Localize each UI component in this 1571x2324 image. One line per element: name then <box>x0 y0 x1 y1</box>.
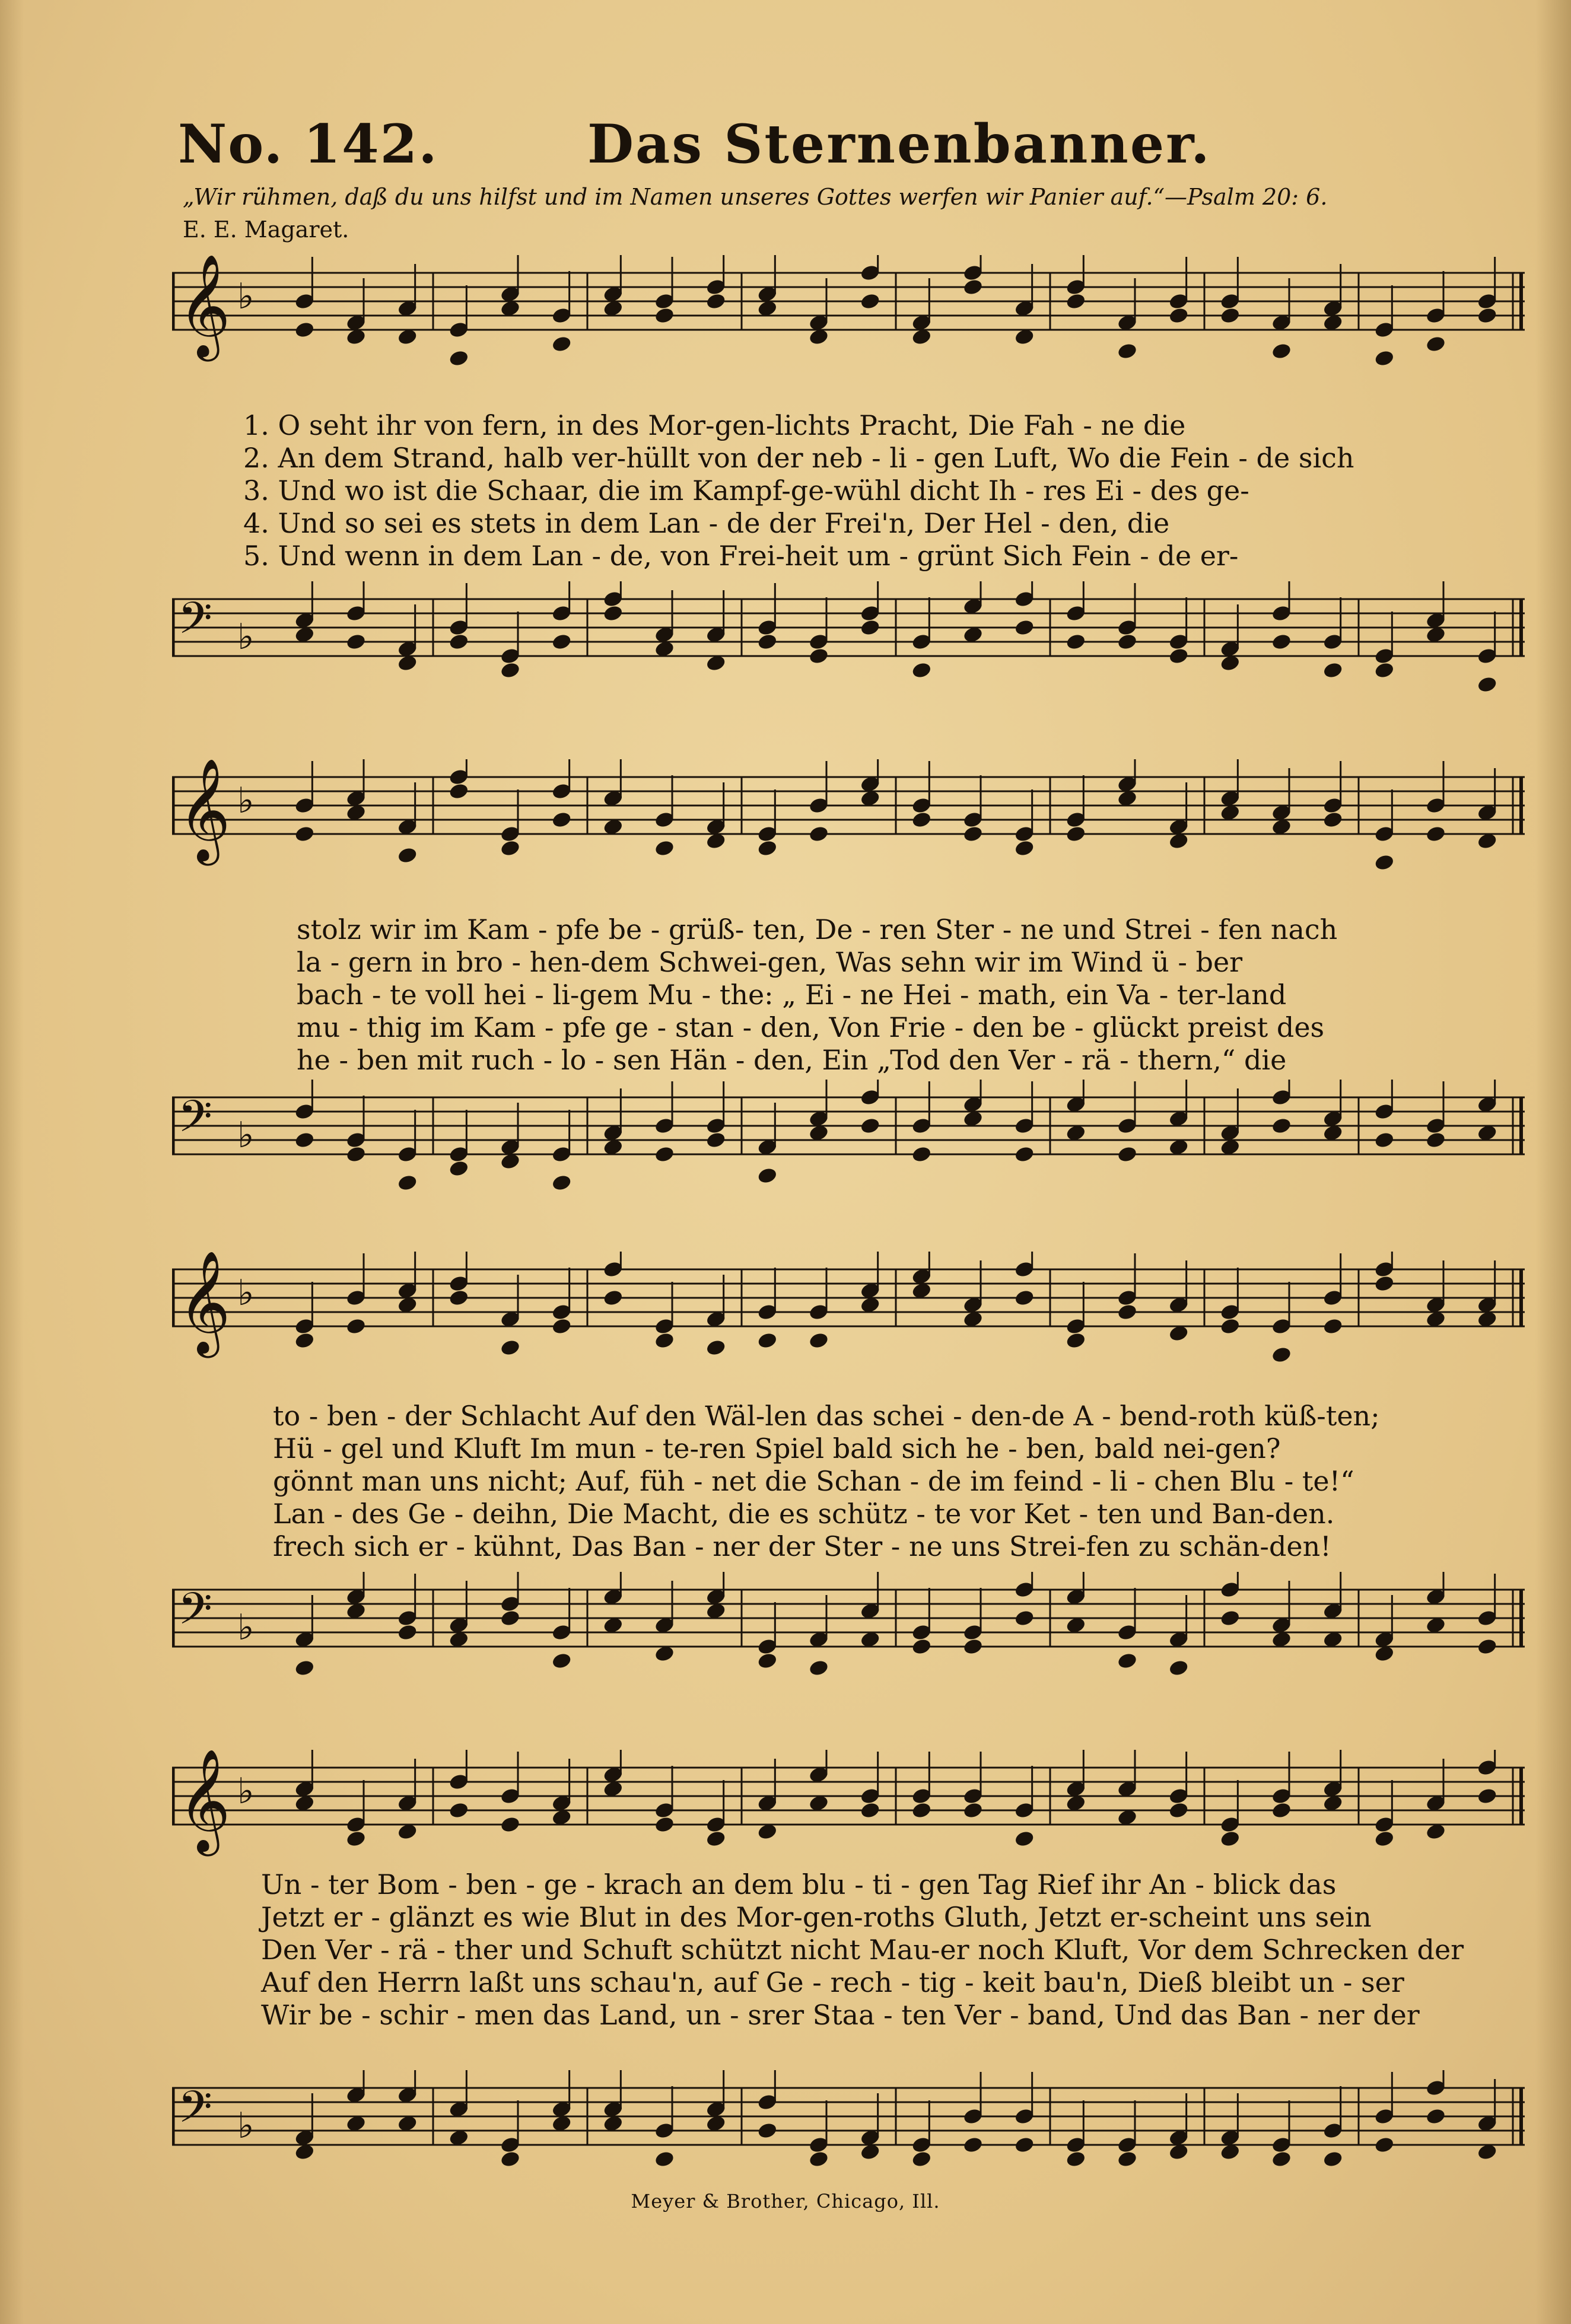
note-head <box>705 1339 727 1357</box>
note-head <box>1065 2150 1086 2169</box>
note-head <box>1373 2136 1395 2154</box>
lyric-line: Lan - des Ge - deihn, Die Macht, die es schütz - te vor Ket - ten und Ban-den. <box>273 1498 1335 1530</box>
note-head <box>1117 2150 1138 2169</box>
note-head <box>551 633 573 651</box>
note-head <box>1014 2136 1035 2154</box>
note-head <box>911 811 932 829</box>
note-head <box>500 2150 521 2169</box>
lyric-line: 5. Und wenn in dem Lan - de, von Frei-heit um - grünt Sich Fein - de er- <box>243 540 1239 572</box>
note-head <box>1065 292 1086 311</box>
note-head <box>756 2122 778 2140</box>
note-head <box>1014 1145 1035 1164</box>
note-head <box>1168 647 1190 666</box>
note-head <box>448 1289 469 1307</box>
note-head <box>962 1638 984 1656</box>
note-head <box>1014 1830 1035 1848</box>
note-head <box>705 1830 727 1848</box>
note-head <box>1425 825 1446 843</box>
bass-clef-icon: 𝄢 <box>178 1091 212 1153</box>
note-head <box>397 846 418 865</box>
note-head <box>1477 307 1498 325</box>
note-head <box>808 825 829 843</box>
note-head <box>1014 1609 1035 1628</box>
note-head <box>911 661 932 680</box>
note-head <box>654 1145 675 1164</box>
note-head <box>500 661 521 680</box>
note-head <box>294 1332 315 1350</box>
note-head <box>1271 1346 1292 1364</box>
note-head <box>448 1801 469 1820</box>
lyrics-system-3 <box>273 1400 1525 1563</box>
note-head <box>1425 335 1446 354</box>
note-head <box>756 1167 778 1185</box>
lyric-line: Jetzt er - glänzt es wie Blut in des Mor-gen-roths Gluth, Jetzt er-scheint uns sein <box>261 1901 1372 1933</box>
treble-clef-icon: 𝄞 <box>178 1750 231 1852</box>
note-head <box>1373 1275 1395 1293</box>
note-head <box>294 321 315 339</box>
lyric-line: Wir be - schir - men das Land, un - srer Staa - ten Ver - band, Und das Ban - ner der <box>261 1999 1420 2031</box>
note-head <box>654 307 675 325</box>
flat-key-signature-icon: ♭ <box>237 616 255 658</box>
note-head <box>551 1317 573 1336</box>
note-head <box>448 633 469 651</box>
lyric-line: Un - ter Bom - ben - ge - krach an dem blu - ti - gen Tag Rief ihr An - blick das <box>261 1868 1337 1900</box>
note-head <box>448 1160 469 1178</box>
note-head <box>911 1145 932 1164</box>
note-head <box>345 633 367 651</box>
note-head <box>397 1623 418 1642</box>
note-head <box>1219 1609 1241 1628</box>
lyric-line: gönnt man uns nicht; Auf, füh - net die Schan - de im feind - li - chen Blu - te!“ <box>273 1465 1354 1497</box>
note-head <box>551 811 573 829</box>
hymn-number: No. 142. <box>178 113 438 176</box>
lyric-line: la - gern in bro - hen-dem Schwei-gen, Was sehn wir im Wind ü - ber <box>297 946 1243 978</box>
bass-clef-icon: 𝄢 <box>178 2081 212 2144</box>
lyric-line: 1. O seht ihr von fern, in des Mor-gen-lichts Pracht, Die Fah - ne die <box>243 409 1186 441</box>
lyric-line: bach - te voll hei - li-gem Mu - the: „ Ei - ne Hei - math, ein Va - ter-land <box>297 979 1287 1011</box>
note-head <box>345 1145 367 1164</box>
note-head <box>705 292 727 311</box>
note-head <box>962 2136 984 2154</box>
note-head <box>1271 633 1292 651</box>
composer-credit: E. E. Magaret. <box>183 217 349 243</box>
bass-staff-3 <box>172 1572 1525 1691</box>
note-head <box>551 1652 573 1670</box>
lyrics-system-2 <box>297 913 1525 1077</box>
note-head <box>808 647 829 666</box>
lyric-line: Auf den Herrn laßt uns schau'n, auf Ge - rech - tig - keit bau'n, Dieß bleibt un - ser <box>261 1966 1404 1998</box>
note-head <box>911 1638 932 1656</box>
treble-staff-3 <box>172 1252 1525 1394</box>
note-head <box>1373 1830 1395 1848</box>
flat-key-signature-icon: ♭ <box>237 1771 255 1812</box>
note-head <box>756 1332 778 1350</box>
note-head <box>860 1117 881 1135</box>
note-head <box>1117 342 1138 361</box>
note-head <box>1322 2150 1344 2169</box>
note-head <box>397 1174 418 1192</box>
note-head <box>1322 1317 1344 1336</box>
note-head <box>1322 811 1344 829</box>
note-head <box>1168 1659 1190 1677</box>
note-head <box>654 1816 675 1834</box>
note-head <box>500 839 521 858</box>
treble-clef-icon: 𝄞 <box>178 255 231 357</box>
bass-staff-4 <box>172 2070 1525 2189</box>
bass-clef-icon: 𝄢 <box>178 593 212 655</box>
note-head <box>1271 1801 1292 1820</box>
page-shadow-left <box>0 0 24 2324</box>
note-head <box>1373 661 1395 680</box>
note-head <box>911 2150 932 2169</box>
note-head <box>808 1659 829 1677</box>
note-head <box>551 335 573 354</box>
note-head <box>756 633 778 651</box>
note-head <box>1477 1787 1498 1806</box>
note-head <box>962 278 984 297</box>
note-head <box>808 2150 829 2169</box>
page-shadow-right <box>1535 0 1571 2324</box>
note-head <box>756 1652 778 1670</box>
flat-key-signature-icon: ♭ <box>237 1272 255 1314</box>
note-head <box>654 1332 675 1350</box>
lyric-line: to - ben - der Schlacht Auf den Wäl-len das schei - den-de A - bend-roth küß-ten; <box>273 1400 1380 1432</box>
flat-key-signature-icon: ♭ <box>237 2105 255 2147</box>
note-head <box>1014 619 1035 637</box>
note-head <box>911 1801 932 1820</box>
hymn-title: Das Sternenbanner. <box>587 113 1211 176</box>
note-head <box>1065 633 1086 651</box>
note-head <box>1117 1652 1138 1670</box>
note-head <box>1425 1131 1446 1150</box>
lyric-line: Den Ver - rä - ther und Schuft schützt nicht Mau-er noch Kluft, Vor dem Schrecken der <box>261 1934 1464 1966</box>
note-head <box>1117 633 1138 651</box>
note-head <box>500 1339 521 1357</box>
publisher-footer: Meyer & Brother, Chicago, Ill. <box>631 2190 940 2212</box>
epigraph: „Wir rühmen, daß du uns hilfst und im Namen unseres Gottes werfen wir Panier auf.“—Psalm 20: 6. <box>183 184 1328 210</box>
flat-key-signature-icon: ♭ <box>237 276 255 317</box>
bass-clef-icon: 𝄢 <box>178 1583 212 1645</box>
flat-key-signature-icon: ♭ <box>237 1607 255 1648</box>
note-head <box>1271 342 1292 361</box>
lyric-line: frech sich er - kühnt, Das Ban - ner der Ster - ne uns Strei-fen zu schän-den! <box>273 1530 1331 1562</box>
note-head <box>1271 1117 1292 1135</box>
note-head <box>860 292 881 311</box>
note-head <box>345 1317 367 1336</box>
note-head <box>1322 661 1344 680</box>
note-head <box>962 825 984 843</box>
note-head <box>1014 1289 1035 1307</box>
note-head <box>602 604 624 623</box>
note-head <box>1219 307 1241 325</box>
flat-key-signature-icon: ♭ <box>237 1115 255 1156</box>
note-head <box>500 1816 521 1834</box>
note-head <box>1168 307 1190 325</box>
note-head <box>1219 1317 1241 1336</box>
treble-staff-2 <box>172 759 1525 902</box>
treble-clef-icon: 𝄞 <box>178 1252 231 1354</box>
note-head <box>1271 2150 1292 2169</box>
note-head <box>808 1332 829 1350</box>
note-head <box>602 1289 624 1307</box>
lyric-line: Hü - gel und Kluft Im mun - te-ren Spiel bald sich he - ben, bald nei-gen? <box>273 1432 1281 1465</box>
note-head <box>1065 825 1086 843</box>
note-head <box>1477 676 1498 694</box>
lyric-line: 2. An dem Strand, halb ver-hüllt von der neb - li - gen Luft, Wo die Fein - de sich <box>243 442 1354 474</box>
note-head <box>1168 1801 1190 1820</box>
note-head <box>294 1659 315 1677</box>
lyric-line: 3. Und wo ist die Schaar, die im Kampf-ge-wühl dicht Ih - res Ei - des ge- <box>243 475 1249 507</box>
note-head <box>705 1131 727 1150</box>
treble-clef-icon: 𝄞 <box>178 759 231 861</box>
lyrics-system-1 <box>243 409 1525 572</box>
note-head <box>1373 349 1395 368</box>
note-head <box>1117 1303 1138 1322</box>
lyrics-system-4 <box>261 1868 1525 2032</box>
note-head <box>1477 1638 1498 1656</box>
lyric-line: mu - thig im Kam - pfe ge - stan - den, Von Frie - den be - glückt preist des <box>297 1011 1325 1043</box>
lyric-line: 4. Und so sei es stets in dem Lan - de der Frei'n, Der Hel - den, die <box>243 507 1170 539</box>
note-head <box>1219 1830 1241 1848</box>
note-head <box>1373 1131 1395 1150</box>
treble-staff-1 <box>172 255 1525 397</box>
note-head <box>1014 839 1035 858</box>
note-head <box>345 1830 367 1848</box>
bass-staff-2 <box>172 1080 1525 1198</box>
note-head <box>756 839 778 858</box>
flat-key-signature-icon: ♭ <box>237 780 255 822</box>
note-head <box>1373 854 1395 872</box>
note-head <box>500 1609 521 1628</box>
note-head <box>1425 2107 1446 2126</box>
note-head <box>294 825 315 843</box>
note-head <box>448 349 469 368</box>
lyric-line: he - ben mit ruch - lo - sen Hän - den, Ein „Tod den Ver - rä - thern,“ die <box>297 1044 1287 1076</box>
note-head <box>860 1801 881 1820</box>
note-head <box>294 1131 315 1150</box>
note-head <box>448 782 469 801</box>
bass-staff-1 <box>172 581 1525 700</box>
note-head <box>962 1801 984 1820</box>
note-head <box>860 619 881 637</box>
lyric-line: stolz wir im Kam - pfe be - grüß- ten, De - ren Ster - ne und Strei - fen nach <box>297 913 1338 945</box>
note-head <box>1065 1332 1086 1350</box>
note-head <box>654 839 675 858</box>
note-head <box>654 2150 675 2169</box>
note-head <box>551 1174 573 1192</box>
note-head <box>1117 1145 1138 1164</box>
